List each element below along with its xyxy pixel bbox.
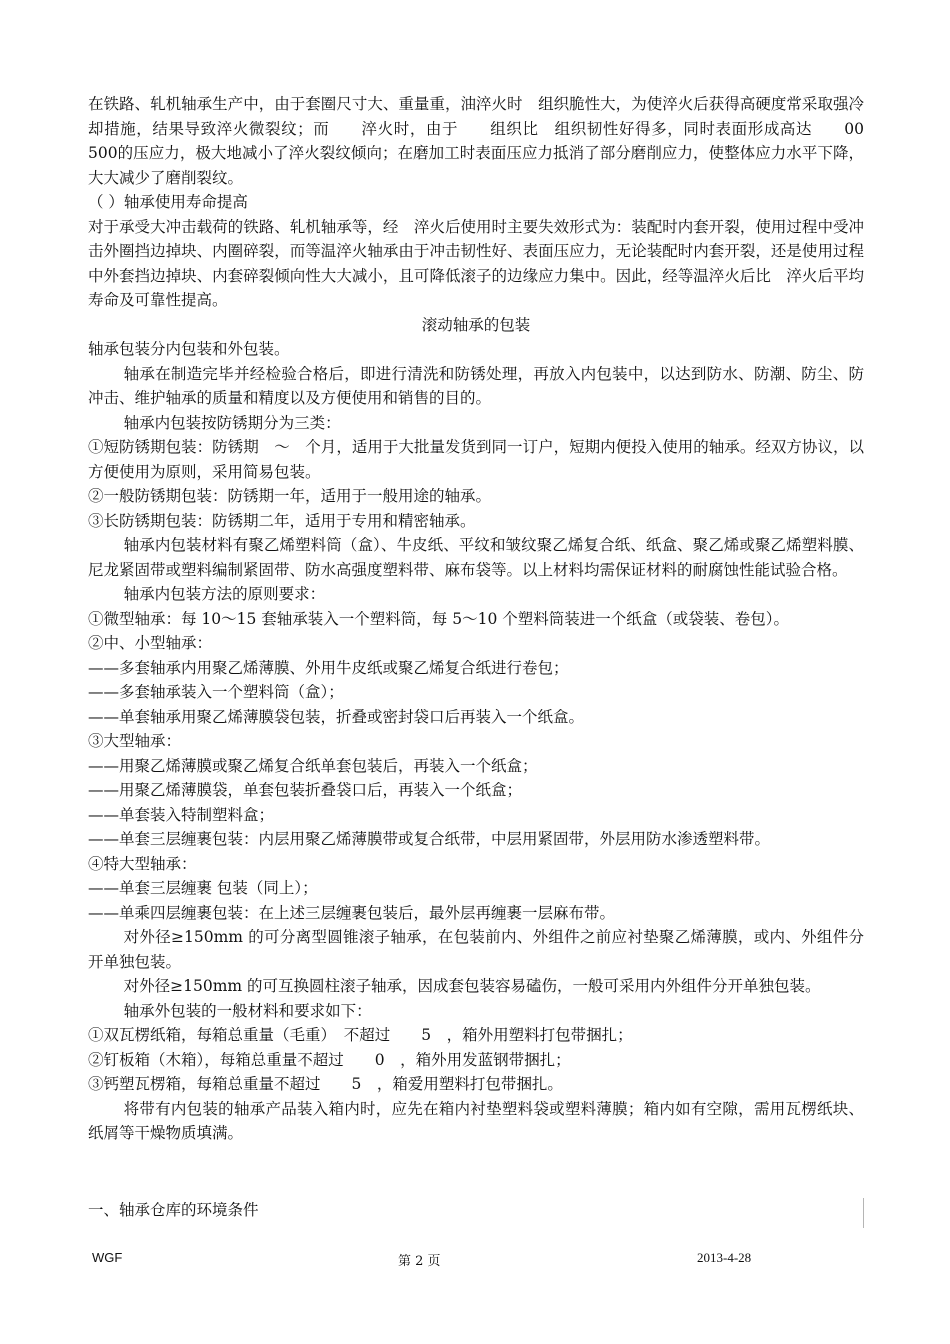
paragraph: ——单乘四层缠裹包装：在上述三层缠裹包装后，最外层再缠裹一层麻布带。 xyxy=(88,903,616,922)
body-text xyxy=(88,92,896,1146)
paragraph: 将带有内包装的轴承产品装入箱内时，应先在箱内衬垫塑料袋或塑料薄膜；箱内如有空隙，需用瓦楞纸块、纸屑等干燥物质填满。 xyxy=(88,1099,864,1142)
paragraph: ——单套三层缠裹 包装（同上）； xyxy=(88,879,318,897)
paragraph: 轴承在制造完毕并经检验合格后，即进行清洗和防锈处理，再放入内包装中，以达到防水、防潮、防尘、防冲击、维护轴承的质量和精度以及方便使用和销售的目的。 xyxy=(88,364,864,407)
paragraph: 对于承受大冲击载荷的铁路、轧机轴承等，经 淬火后使用时主要失效形式为：装配时内套开裂，使用过程中受冲击外圈挡边掉块、内圈碎裂，而等温淬火轴承由于冲击韧性好、表面压应力，无论装配时内套开裂，还是使用过程中外套挡边掉块、内套碎裂倾向性大大减小，且可降低滚子的边缘应力集中。因此，经等温淬火后比 淬火后平均寿命及可靠性提高。 xyxy=(88,217,864,309)
paragraph: ②中、小型轴承： xyxy=(88,634,213,652)
footer-author: WGF xyxy=(92,1250,123,1265)
paragraph: ——单套轴承用聚乙烯薄膜袋包装，折叠或密封袋口后再装入一个纸盒。 xyxy=(88,707,585,726)
paragraph: ④特大型轴承： xyxy=(88,854,197,873)
paragraph: 轴承外包装的一般材料和要求如下： xyxy=(123,1001,372,1020)
paragraph: 轴承内包装材料有聚乙烯塑料筒（盒）、牛皮纸、平纹和皱纹聚乙烯复合纸、纸盒、聚乙烯或聚乙烯塑料膜、尼龙紧固带或塑料编制紧固带、防水高强度塑料带、麻布袋等。以上材料均需保证材料的耐腐蚀性能试验合格。 xyxy=(88,536,864,579)
paragraph: ——用聚乙烯薄膜袋，单套包装折叠袋口后，再装入一个纸盒； xyxy=(88,781,523,799)
section-heading: 一、轴承仓库的环境条件 xyxy=(88,1201,259,1219)
paragraph: ③长防锈期包装：防锈期二年，适用于专用和精密轴承。 xyxy=(88,511,476,530)
paragraph: ③钙塑瓦楞箱，每箱总重量不超过 5 ，箱爱用塑料打包带捆扎。 xyxy=(88,1075,563,1093)
paragraph: 轴承内包装方法的原则要求： xyxy=(123,585,326,603)
paragraph: ①微型轴承：每 10～15 套轴承装入一个塑料筒，每 5～10 个塑料筒装进一个纸盒（或袋装、卷包）。 xyxy=(88,609,789,628)
paragraph: ①双瓦楞纸箱，每箱总重量（毛重） 不超过 5 ，箱外用塑料打包带捆扎； xyxy=(88,1026,633,1044)
paragraph: 轴承内包装按防锈期分为三类： xyxy=(123,413,341,432)
footer-page-number: 第 2 页 xyxy=(398,1254,441,1269)
paragraph: ①短防锈期包装：防锈期 ～ 个月，适用于大批量发货到同一订户，短期内便投入使用的轴承。经双方协议，以方便使用为原则，采用简易包装。 xyxy=(88,438,864,481)
margin-rule xyxy=(863,1198,864,1228)
paragraph: 对外径≥150mm 的可分离型圆锥滚子轴承，在包装前内、外组件之前应衬垫聚乙烯薄膜，或内、外组件分开单独包装。 xyxy=(88,928,864,971)
paragraph: ——单套装入特制塑料盒； xyxy=(88,805,275,824)
paragraph: ②钉板箱（木箱），每箱总重量不超过 0 ，箱外用发蓝钢带捆扎； xyxy=(88,1050,571,1069)
paragraph: ——多套轴承装入一个塑料筒（盒）； xyxy=(88,683,344,701)
paragraph: 在铁路、轧机轴承生产中，由于套圈尺寸大、重量重，油淬火时 组织脆性大，为使淬火后获得高硬度常采取强冷却措施，结果导致淬火微裂纹；而 淬火时，由于 组织比 组织韧性好得多，同时表面形成高达 00 500的压应力，极大地减小了淬火裂纹倾向；在磨加工时表面压应力抵消了部分磨削应力，使整体应力水平下降，大大减少了磨削裂纹。 xyxy=(88,95,896,187)
paragraph: ——单套三层缠裹包装：内层用聚乙烯薄膜带或复合纸带，中层用紧固带，外层用防水渗透塑料带。 xyxy=(88,830,771,848)
section-title: 滚动轴承的包装 xyxy=(421,315,531,334)
paragraph: ③大型轴承： xyxy=(88,732,182,750)
paragraph: ——用聚乙烯薄膜或聚乙烯复合纸单套包装后，再装入一个纸盒； xyxy=(88,756,538,775)
paragraph: 轴承包装分内包装和外包装。 xyxy=(88,340,290,358)
paragraph: 对外径≥150mm 的可互换圆柱滚子轴承，因成套包装容易磕伤，一般可采用内外组件分开单独包装。 xyxy=(123,977,821,995)
paragraph: （ ）轴承使用寿命提高 xyxy=(88,193,248,211)
footer-date: 2013-4-28 xyxy=(697,1250,752,1265)
paragraph: ②一般防锈期包装：防锈期一年，适用于一般用途的轴承。 xyxy=(88,487,492,505)
paragraph: ——多套轴承内用聚乙烯薄膜、外用牛皮纸或聚乙烯复合纸进行卷包； xyxy=(88,658,569,677)
